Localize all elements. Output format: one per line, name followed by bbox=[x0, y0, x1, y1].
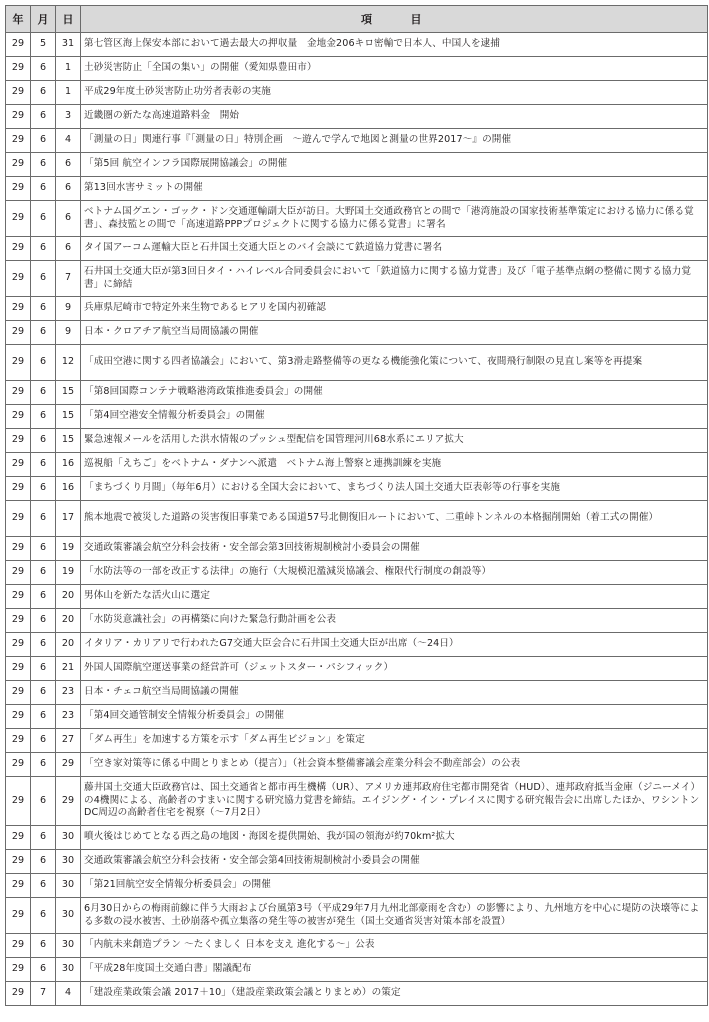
day-cell: 6 bbox=[56, 177, 81, 201]
month-cell: 6 bbox=[31, 477, 56, 501]
month-cell: 6 bbox=[31, 405, 56, 429]
year-cell: 29 bbox=[6, 177, 31, 201]
table-row bbox=[6, 261, 708, 297]
day-cell: 30 bbox=[56, 874, 81, 898]
year-cell: 29 bbox=[6, 777, 31, 826]
item-text: 日本・チェコ航空当局間協議の開催 bbox=[81, 681, 708, 705]
table-row bbox=[6, 729, 708, 753]
year-cell: 29 bbox=[6, 381, 31, 405]
month-cell: 6 bbox=[31, 729, 56, 753]
year-cell: 29 bbox=[6, 705, 31, 729]
year-cell: 29 bbox=[6, 537, 31, 561]
year-column-header: 年 bbox=[6, 6, 31, 33]
month-cell: 6 bbox=[31, 826, 56, 850]
day-cell: 12 bbox=[56, 345, 81, 381]
day-cell: 31 bbox=[56, 33, 81, 57]
table-row bbox=[6, 201, 708, 237]
table-row bbox=[6, 753, 708, 777]
table-row bbox=[6, 81, 708, 105]
table-row bbox=[6, 453, 708, 477]
month-cell: 6 bbox=[31, 81, 56, 105]
item-text: 「水防災意識社会」の再構築に向けた緊急行動計画を公表 bbox=[81, 609, 708, 633]
item-text: 「第4回空港安全情報分析委員会」の開催 bbox=[81, 405, 708, 429]
year-cell: 29 bbox=[6, 934, 31, 958]
table-row bbox=[6, 537, 708, 561]
month-cell: 6 bbox=[31, 633, 56, 657]
day-cell: 4 bbox=[56, 982, 81, 1006]
item-text: 「成田空港に関する四者協議会」において、第3滑走路整備等の更なる機能強化策について、夜間飛行制限の見直し案等を再提案 bbox=[81, 345, 708, 381]
item-text: イタリア・カリアリで行われたG7交通大臣会合に石井国土交通大臣が出席（～24日） bbox=[81, 633, 708, 657]
day-cell: 6 bbox=[56, 237, 81, 261]
year-cell: 29 bbox=[6, 874, 31, 898]
month-cell: 6 bbox=[31, 561, 56, 585]
month-cell: 7 bbox=[31, 982, 56, 1006]
table-row bbox=[6, 958, 708, 982]
year-cell: 29 bbox=[6, 261, 31, 297]
item-text: 「測量の日」関連行事『「測量の日」特別企画 ～遊んで学んで地図と測量の世界2017～』の開催 bbox=[81, 129, 708, 153]
year-cell: 29 bbox=[6, 237, 31, 261]
day-cell: 30 bbox=[56, 826, 81, 850]
item-text: 石井国土交通大臣が第3回日タイ・ハイレベル合同委員会において「鉄道協力に関する協力覚書」及び「電子基準点網の整備に関する協力覚書」に締結 bbox=[81, 261, 708, 297]
item-column-header: 項 目 bbox=[81, 6, 708, 33]
item-text: 土砂災害防止「全国の集い」の開催（愛知県豊田市） bbox=[81, 57, 708, 81]
day-cell: 30 bbox=[56, 934, 81, 958]
month-cell: 6 bbox=[31, 681, 56, 705]
year-cell: 29 bbox=[6, 33, 31, 57]
day-cell: 20 bbox=[56, 585, 81, 609]
year-cell: 29 bbox=[6, 753, 31, 777]
item-text: 「平成28年度国土交通白書」閣議配布 bbox=[81, 958, 708, 982]
year-cell: 29 bbox=[6, 609, 31, 633]
table-row bbox=[6, 934, 708, 958]
month-cell: 6 bbox=[31, 429, 56, 453]
month-cell: 6 bbox=[31, 453, 56, 477]
item-text: 緊急速報メールを活用した洪水情報のプッシュ型配信を国管理河川68水系にエリア拡大 bbox=[81, 429, 708, 453]
item-text: 兵庫県尼崎市で特定外来生物であるヒアリを国内初確認 bbox=[81, 297, 708, 321]
item-text: 平成29年度土砂災害防止功労者表彰の実施 bbox=[81, 81, 708, 105]
table-row bbox=[6, 657, 708, 681]
day-cell: 29 bbox=[56, 777, 81, 826]
item-text: 第13回水害サミットの開催 bbox=[81, 177, 708, 201]
table-row bbox=[6, 105, 708, 129]
item-text: 日本・クロアチア航空当局間協議の開催 bbox=[81, 321, 708, 345]
table-row bbox=[6, 898, 708, 934]
year-cell: 29 bbox=[6, 405, 31, 429]
table-row bbox=[6, 129, 708, 153]
year-cell: 29 bbox=[6, 477, 31, 501]
day-cell: 15 bbox=[56, 381, 81, 405]
item-text: 「第4回交通管制安全情報分析委員会」の開催 bbox=[81, 705, 708, 729]
table-row bbox=[6, 297, 708, 321]
day-cell: 23 bbox=[56, 681, 81, 705]
day-cell: 23 bbox=[56, 705, 81, 729]
month-cell: 6 bbox=[31, 958, 56, 982]
year-cell: 29 bbox=[6, 453, 31, 477]
year-cell: 29 bbox=[6, 501, 31, 537]
table-row bbox=[6, 153, 708, 177]
day-cell: 21 bbox=[56, 657, 81, 681]
day-cell: 30 bbox=[56, 850, 81, 874]
day-cell: 15 bbox=[56, 405, 81, 429]
table-row bbox=[6, 345, 708, 381]
day-cell: 16 bbox=[56, 453, 81, 477]
item-text: 噴火後はじめてとなる西之島の地図・海図を提供開始、我が国の領海が約70km²拡大 bbox=[81, 826, 708, 850]
month-cell: 5 bbox=[31, 33, 56, 57]
chronology-table bbox=[5, 5, 708, 1006]
year-cell: 29 bbox=[6, 729, 31, 753]
year-cell: 29 bbox=[6, 633, 31, 657]
item-text: 6月30日からの梅雨前線に伴う大雨および台風第3号（平成29年7月九州北部豪雨を含む）の影響により、九州地方を中心に堤防の決壊等による多数の浸水被害、土砂崩落や孤立集落の発生等の被害が発生（国土交通省災害対策本部を設置） bbox=[81, 898, 708, 934]
item-text: 「ダム再生」を加速する方策を示す「ダム再生ビジョン」を策定 bbox=[81, 729, 708, 753]
month-cell: 6 bbox=[31, 537, 56, 561]
table-row bbox=[6, 874, 708, 898]
month-column-header: 月 bbox=[31, 6, 56, 33]
day-column-header: 日 bbox=[56, 6, 81, 33]
month-cell: 6 bbox=[31, 609, 56, 633]
year-cell: 29 bbox=[6, 585, 31, 609]
year-cell: 29 bbox=[6, 297, 31, 321]
table-row bbox=[6, 237, 708, 261]
year-cell: 29 bbox=[6, 898, 31, 934]
month-cell: 6 bbox=[31, 850, 56, 874]
item-text: ベトナム国グエン・ゴック・ドン交通運輸副大臣が訪日。大野国土交通政務官との間で「港湾施設の国家技術基準策定における協力に係る覚書」、森技監との間で「高速道路PPPプロジェクトに関する協力に係る覚書」に署名 bbox=[81, 201, 708, 237]
month-cell: 6 bbox=[31, 345, 56, 381]
item-text: 熊本地震で被災した道路の災害復旧事業である国道57号北側復旧ルートにおいて、二重峠トンネルの本格掘削開始（着工式の開催） bbox=[81, 501, 708, 537]
item-text: 巡視船「えちご」をベトナム・ダナンへ派遣 ベトナム海上警察と連携訓練を実施 bbox=[81, 453, 708, 477]
month-cell: 6 bbox=[31, 177, 56, 201]
month-cell: 6 bbox=[31, 501, 56, 537]
day-cell: 9 bbox=[56, 321, 81, 345]
day-cell: 1 bbox=[56, 81, 81, 105]
table-row bbox=[6, 609, 708, 633]
table-row bbox=[6, 982, 708, 1006]
month-cell: 6 bbox=[31, 898, 56, 934]
month-cell: 6 bbox=[31, 201, 56, 237]
year-cell: 29 bbox=[6, 201, 31, 237]
item-text: 男体山を新たな活火山に選定 bbox=[81, 585, 708, 609]
year-cell: 29 bbox=[6, 681, 31, 705]
year-cell: 29 bbox=[6, 129, 31, 153]
item-text: 「第5回 航空インフラ国際展開協議会」の開催 bbox=[81, 153, 708, 177]
day-cell: 27 bbox=[56, 729, 81, 753]
month-cell: 6 bbox=[31, 657, 56, 681]
table-row bbox=[6, 477, 708, 501]
item-text: 「建設産業政策会議 2017＋10」（建設産業政策会議とりまとめ）の策定 bbox=[81, 982, 708, 1006]
item-text: 近畿圏の新たな高速道路料金 開始 bbox=[81, 105, 708, 129]
day-cell: 29 bbox=[56, 753, 81, 777]
day-cell: 19 bbox=[56, 561, 81, 585]
year-cell: 29 bbox=[6, 57, 31, 81]
day-cell: 20 bbox=[56, 633, 81, 657]
table-row bbox=[6, 177, 708, 201]
month-cell: 6 bbox=[31, 585, 56, 609]
day-cell: 16 bbox=[56, 477, 81, 501]
year-cell: 29 bbox=[6, 429, 31, 453]
month-cell: 6 bbox=[31, 57, 56, 81]
item-text: 「第8回国際コンテナ戦略港湾政策推進委員会」の開催 bbox=[81, 381, 708, 405]
table-row bbox=[6, 33, 708, 57]
year-cell: 29 bbox=[6, 153, 31, 177]
table-row bbox=[6, 585, 708, 609]
year-cell: 29 bbox=[6, 345, 31, 381]
month-cell: 6 bbox=[31, 934, 56, 958]
day-cell: 17 bbox=[56, 501, 81, 537]
day-cell: 6 bbox=[56, 153, 81, 177]
month-cell: 6 bbox=[31, 874, 56, 898]
day-cell: 1 bbox=[56, 57, 81, 81]
month-cell: 6 bbox=[31, 105, 56, 129]
item-text: 交通政策審議会航空分科会技術・安全部会第3回技術規制検討小委員会の開催 bbox=[81, 537, 708, 561]
day-cell: 7 bbox=[56, 261, 81, 297]
year-cell: 29 bbox=[6, 657, 31, 681]
table-row bbox=[6, 633, 708, 657]
item-text: 第七管区海上保安本部において過去最大の押収量 金地金206キロ密輸で日本人、中国人を逮捕 bbox=[81, 33, 708, 57]
table-row bbox=[6, 321, 708, 345]
table-row bbox=[6, 681, 708, 705]
item-text: 藤井国土交通大臣政務官は、国土交通省と都市再生機構（UR）、アメリカ連邦政府住宅都市開発省（HUD）、連邦政府抵当金庫（ジニーメイ）の4機関による、高齢者のすまいに関する研究協力覚書を締結。エイジング・イン・プレイスに関する研究報告会に出席したほか、ワシントンDC周辺の高齢者住宅を視察（～7月2日） bbox=[81, 777, 708, 826]
item-text: 「第21回航空安全情報分析委員会」の開催 bbox=[81, 874, 708, 898]
month-cell: 6 bbox=[31, 153, 56, 177]
year-cell: 29 bbox=[6, 850, 31, 874]
day-cell: 3 bbox=[56, 105, 81, 129]
month-cell: 6 bbox=[31, 297, 56, 321]
table-row bbox=[6, 57, 708, 81]
year-cell: 29 bbox=[6, 81, 31, 105]
day-cell: 20 bbox=[56, 609, 81, 633]
table-row bbox=[6, 850, 708, 874]
day-cell: 15 bbox=[56, 429, 81, 453]
year-cell: 29 bbox=[6, 958, 31, 982]
table-row bbox=[6, 429, 708, 453]
table-row bbox=[6, 777, 708, 826]
day-cell: 6 bbox=[56, 201, 81, 237]
item-text: 「まちづくり月間」（毎年6月）における全国大会において、まちづくり法人国土交通大臣表彰等の行事を実施 bbox=[81, 477, 708, 501]
table-row bbox=[6, 381, 708, 405]
year-cell: 29 bbox=[6, 826, 31, 850]
month-cell: 6 bbox=[31, 753, 56, 777]
month-cell: 6 bbox=[31, 381, 56, 405]
item-text: 「水防法等の一部を改正する法律」の施行（大規模氾濫減災協議会、権限代行制度の創設等） bbox=[81, 561, 708, 585]
month-cell: 6 bbox=[31, 777, 56, 826]
item-text: 「内航未来創造プラン ～たくましく 日本を支え 進化する～」公表 bbox=[81, 934, 708, 958]
item-text: 交通政策審議会航空分科会技術・安全部会第4回技術規制検討小委員会の開催 bbox=[81, 850, 708, 874]
day-cell: 4 bbox=[56, 129, 81, 153]
month-cell: 6 bbox=[31, 321, 56, 345]
year-cell: 29 bbox=[6, 105, 31, 129]
item-text: 「空き家対策等に係る中間とりまとめ（提言）」（社会資本整備審議会産業分科会不動産部会）の公表 bbox=[81, 753, 708, 777]
table-row bbox=[6, 705, 708, 729]
item-text: 外国人国際航空運送事業の経営許可（ジェットスター・パシフィック） bbox=[81, 657, 708, 681]
day-cell: 30 bbox=[56, 898, 81, 934]
table-row bbox=[6, 405, 708, 429]
year-cell: 29 bbox=[6, 982, 31, 1006]
day-cell: 19 bbox=[56, 537, 81, 561]
year-cell: 29 bbox=[6, 321, 31, 345]
day-cell: 9 bbox=[56, 297, 81, 321]
month-cell: 6 bbox=[31, 705, 56, 729]
table-row bbox=[6, 501, 708, 537]
table-row bbox=[6, 826, 708, 850]
month-cell: 6 bbox=[31, 261, 56, 297]
header-row bbox=[6, 6, 708, 33]
day-cell: 30 bbox=[56, 958, 81, 982]
year-cell: 29 bbox=[6, 561, 31, 585]
month-cell: 6 bbox=[31, 129, 56, 153]
table-row bbox=[6, 561, 708, 585]
item-text: タイ国アーコム運輸大臣と石井国土交通大臣とのバイ会談にて鉄道協力覚書に署名 bbox=[81, 237, 708, 261]
month-cell: 6 bbox=[31, 237, 56, 261]
